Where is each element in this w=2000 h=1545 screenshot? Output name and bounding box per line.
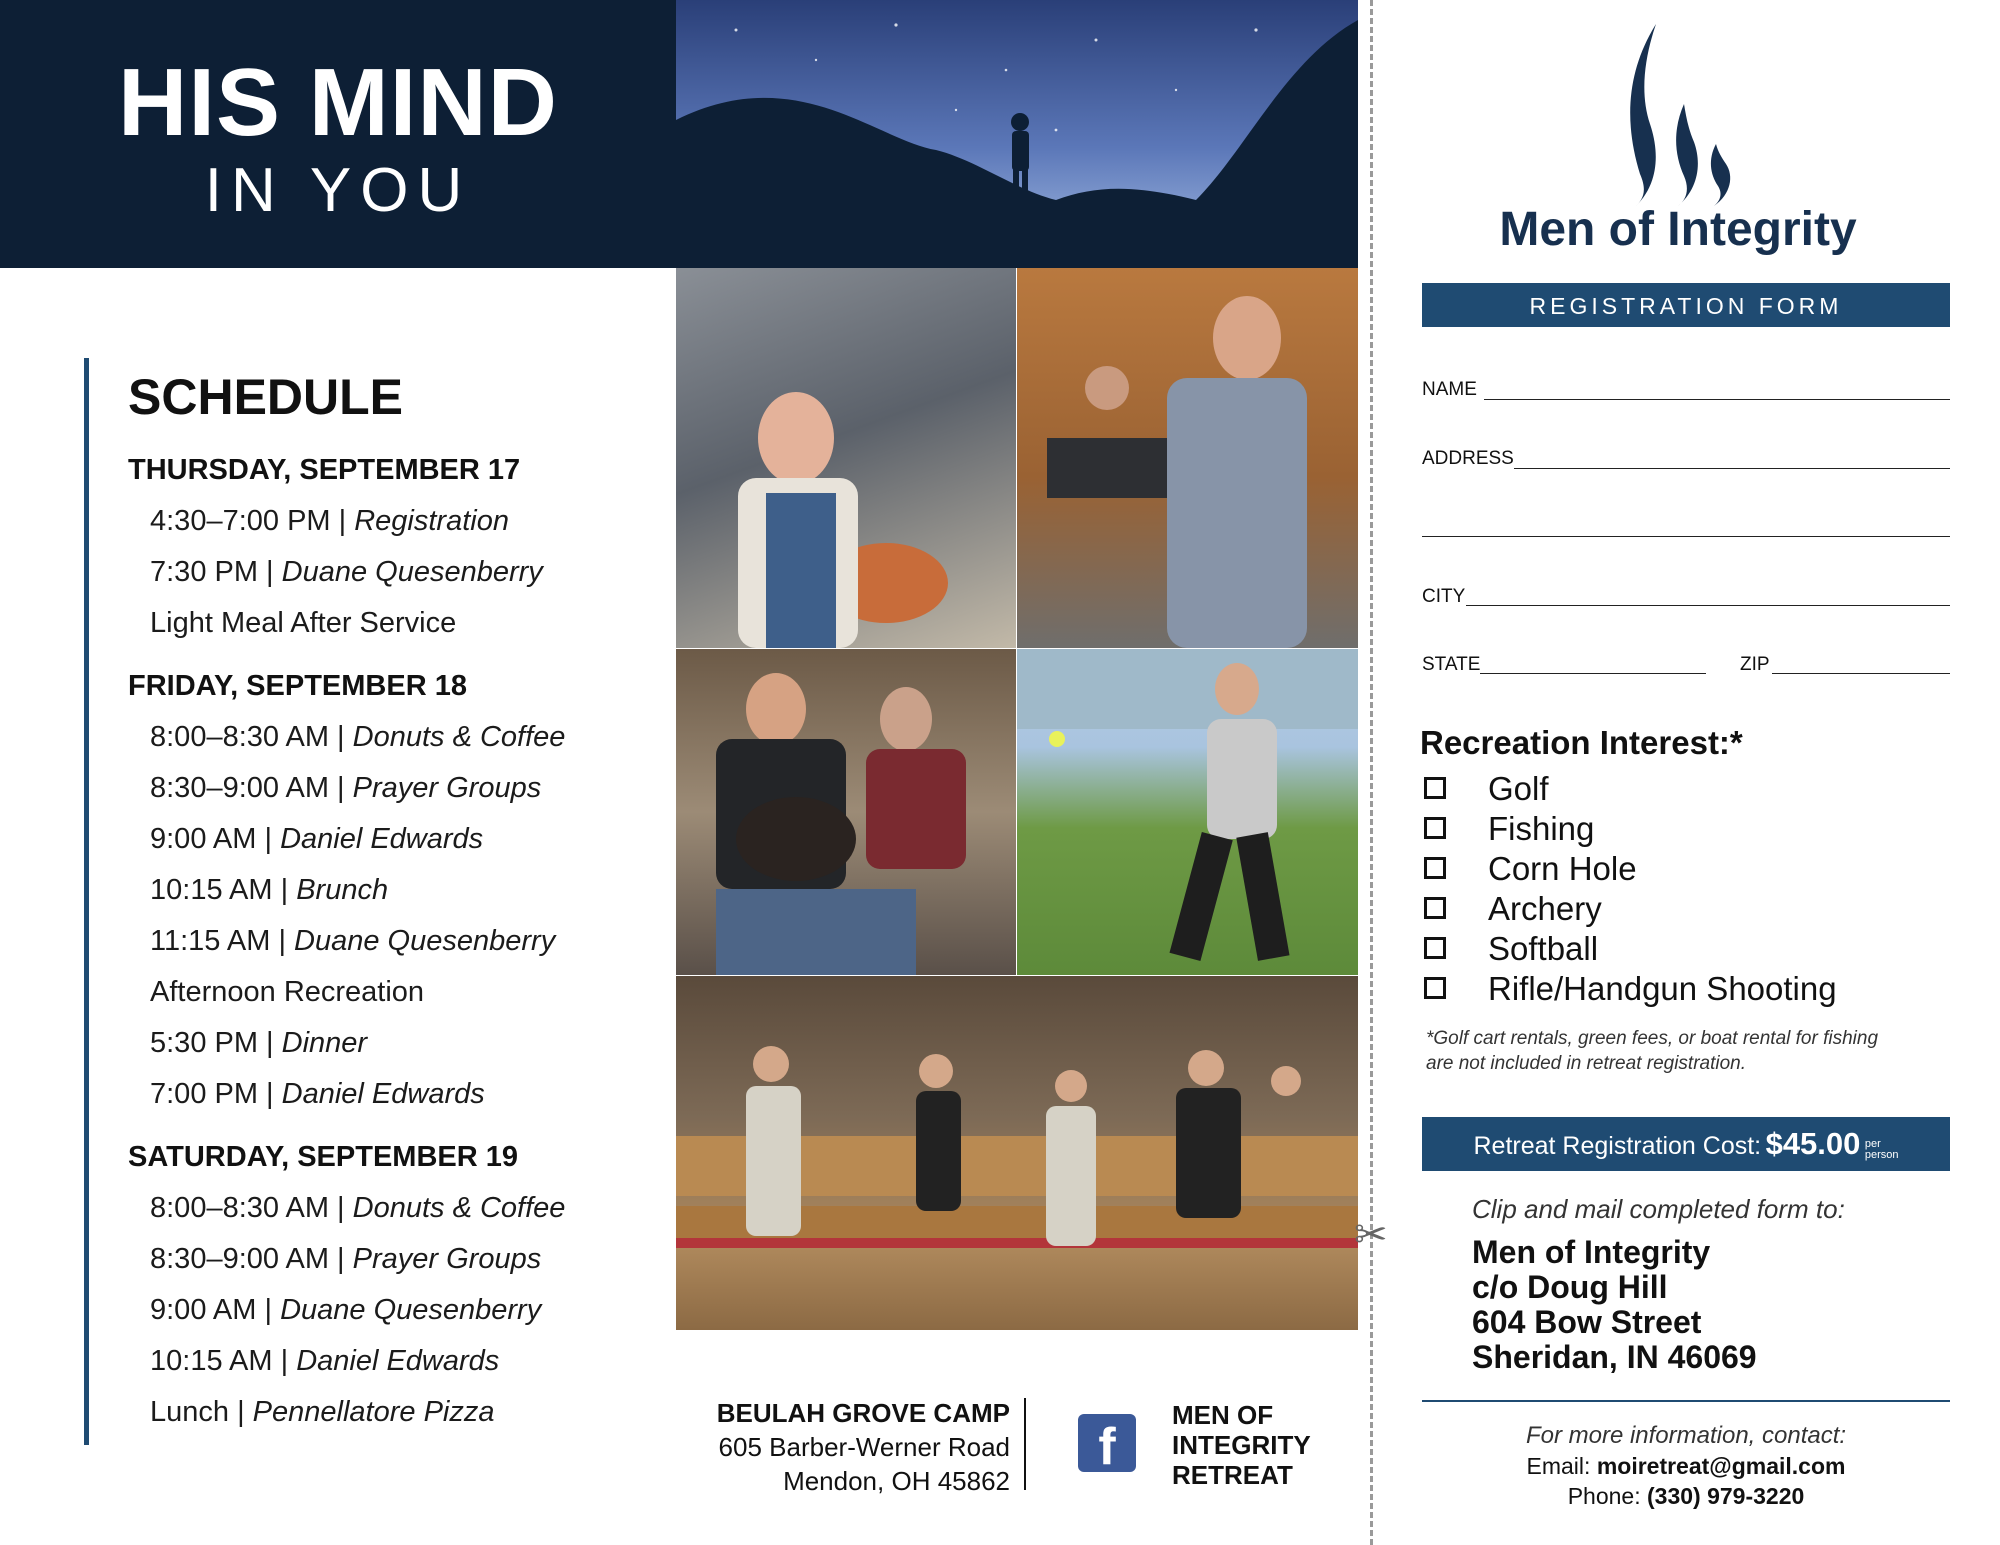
venue-name: BEULAH GROVE CAMP [716, 1398, 1010, 1428]
day-heading: SATURDAY, SEPTEMBER 19 [128, 1141, 518, 1173]
photo-worship-crowd [676, 976, 1358, 1330]
recreation-option-softball: Softball [1488, 930, 1599, 967]
photo-illustration [676, 976, 1358, 1330]
address-field[interactable] [1514, 468, 1950, 469]
day-heading: FRIDAY, SEPTEMBER 18 [128, 670, 467, 702]
schedule-accent-bar [84, 358, 89, 1445]
photo-illustration [1017, 268, 1358, 648]
facebook-icon[interactable]: f [1078, 1414, 1136, 1472]
facebook-line-1: MEN OF [1172, 1400, 1274, 1430]
hero-image-night-sky [676, 0, 1358, 268]
zip-label: ZIP [1740, 654, 1770, 675]
state-label: STATE [1422, 654, 1481, 675]
title-line-1: HIS MIND [118, 49, 558, 156]
recreation-option-golf: Golf [1488, 770, 1549, 807]
schedule-title: SCHEDULE [128, 369, 404, 425]
cost-per-person: per person [1864, 1137, 1899, 1161]
golf-checkbox[interactable] [1424, 777, 1446, 799]
name-field[interactable] [1484, 399, 1950, 400]
title-line-2: IN YOU [204, 156, 472, 225]
contact-email: Email: moiretreat@gmail.com [1526, 1453, 1846, 1479]
facebook-line-3: RETREAT [1172, 1460, 1293, 1490]
schedule-event: 8:00–8:30 AM | Donuts & Coffee [150, 1192, 566, 1224]
contact-heading: For more information, contact: [1525, 1422, 1847, 1449]
recreation-footnote [1426, 1026, 1946, 1076]
photo-illustration [676, 268, 1016, 648]
photo-softball-batter [1017, 649, 1358, 975]
venue-block [660, 1396, 1010, 1498]
cut-line [1370, 0, 1373, 1545]
schedule-event: 10:15 AM | Daniel Edwards [150, 1345, 500, 1377]
mail-address-line: Men of Integrity [1472, 1234, 1711, 1270]
shooting-checkbox[interactable] [1424, 977, 1446, 999]
recreation-option-archery: Archery [1488, 890, 1602, 927]
mail-address-line: Sheridan, IN 46069 [1472, 1339, 1757, 1375]
venue-street: 605 Barber-Werner Road [718, 1432, 1010, 1462]
cost-amount: $45.00 [1765, 1126, 1861, 1161]
schedule-event: 8:00–8:30 AM | Donuts & Coffee [150, 721, 566, 753]
archery-checkbox[interactable] [1424, 897, 1446, 919]
schedule-event: 4:30–7:00 PM | Registration [150, 505, 509, 537]
venue-divider [1024, 1398, 1026, 1490]
photo-man-cooking-pig [676, 268, 1016, 648]
photo-illustration [676, 649, 1016, 975]
day-heading: THURSDAY, SEPTEMBER 17 [128, 454, 521, 486]
hero-illustration [676, 0, 1358, 268]
fishing-checkbox[interactable] [1424, 817, 1446, 839]
facebook-page-name[interactable] [1172, 1400, 1311, 1490]
recreation-option-corn-hole: Corn Hole [1488, 850, 1637, 887]
registration-cost-banner [1422, 1117, 1950, 1171]
schedule-event: 9:00 AM | Duane Quesenberry [150, 1294, 542, 1326]
schedule-event: 7:00 PM | Daniel Edwards [150, 1078, 485, 1110]
org-name: Men of Integrity [1499, 203, 1857, 256]
mail-address-line: 604 Bow Street [1472, 1304, 1702, 1340]
footnote-line-2: are not included in retreat registration. [1426, 1053, 1747, 1074]
corn-hole-checkbox[interactable] [1424, 857, 1446, 879]
photo-guitar-players [676, 649, 1016, 975]
city-label: CITY [1422, 586, 1466, 607]
cost-label: Retreat Registration Cost: [1473, 1132, 1762, 1160]
recreation-title: Recreation Interest:* [1420, 724, 1743, 761]
address-field-line-2[interactable] [1422, 536, 1950, 537]
schedule-event: Lunch | Pennellatore Pizza [150, 1396, 495, 1428]
schedule-event: 9:00 AM | Daniel Edwards [150, 823, 484, 855]
schedule-event: 11:15 AM | Duane Quesenberry [150, 925, 556, 957]
softball-checkbox[interactable] [1424, 937, 1446, 959]
recreation-option-shooting: Rifle/Handgun Shooting [1488, 970, 1837, 1007]
venue-city: Mendon, OH 45862 [783, 1466, 1010, 1496]
schedule-event: Light Meal After Service [150, 607, 457, 639]
footnote-line-1: *Golf cart rentals, green fees, or boat rental for fishing [1426, 1028, 1879, 1049]
facebook-line-2: INTEGRITY [1172, 1430, 1311, 1460]
name-label: NAME [1422, 379, 1477, 400]
recreation-option-fishing: Fishing [1488, 810, 1595, 847]
photo-illustration [1017, 649, 1358, 975]
clip-instructions: Clip and mail completed form to: [1472, 1194, 1845, 1224]
phone-number[interactable]: (330) 979-3220 [1647, 1483, 1805, 1509]
mail-address-line: c/o Doug Hill [1472, 1269, 1668, 1305]
flame-logo-icon [1618, 24, 1748, 206]
state-field[interactable] [1480, 673, 1706, 674]
contact-divider [1422, 1400, 1950, 1402]
zip-field[interactable] [1772, 673, 1950, 674]
city-field[interactable] [1466, 605, 1950, 606]
schedule-event: Afternoon Recreation [150, 976, 425, 1008]
registration-form-banner: REGISTRATION FORM [1422, 283, 1950, 327]
schedule-event: 5:30 PM | Dinner [150, 1027, 368, 1059]
address-label: ADDRESS [1422, 448, 1514, 469]
schedule-event: 7:30 PM | Duane Quesenberry [150, 556, 543, 588]
schedule-event: 8:30–9:00 AM | Prayer Groups [150, 772, 542, 804]
photo-preacher-with-microphone [1017, 268, 1358, 648]
contact-phone: Phone: (330) 979-3220 [1567, 1483, 1805, 1509]
scissors-icon: ✂ [1354, 1213, 1388, 1257]
schedule-event: 10:15 AM | Brunch [150, 874, 389, 906]
email-link[interactable]: moiretreat@gmail.com [1596, 1453, 1846, 1479]
schedule-event: 8:30–9:00 AM | Prayer Groups [150, 1243, 542, 1275]
